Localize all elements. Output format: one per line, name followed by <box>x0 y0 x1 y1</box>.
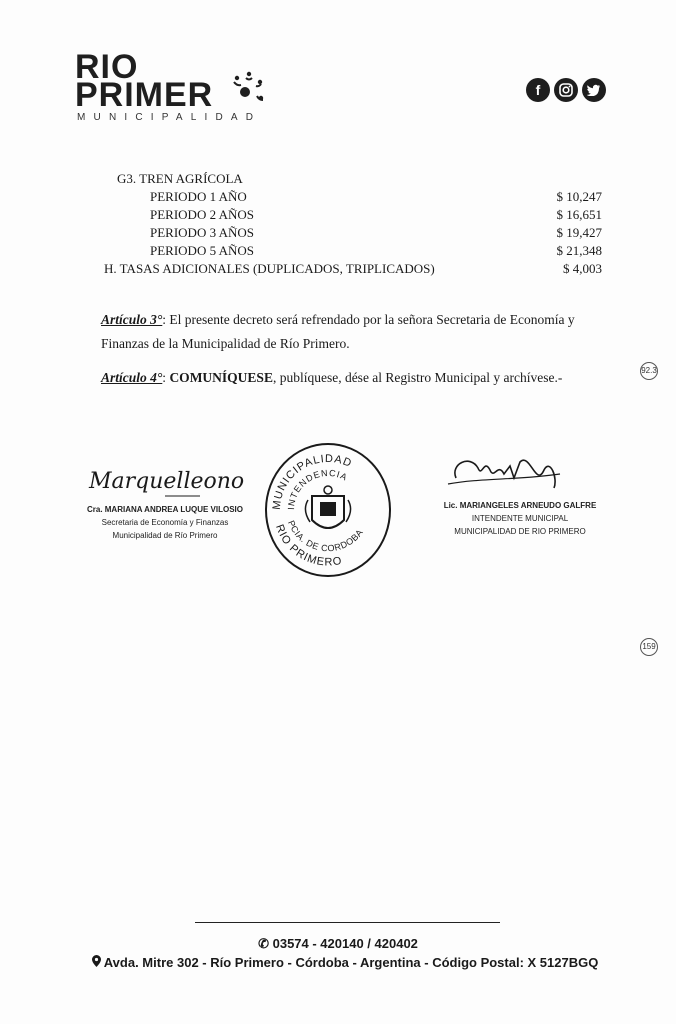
section-heading-g3: G3. TREN AGRÍCOLA <box>117 171 243 186</box>
handwritten-signature-right <box>440 448 600 494</box>
logo-line1: RIO <box>75 48 139 86</box>
article-4 <box>101 366 601 390</box>
signature-scrawl: Marquelleono <box>89 469 245 494</box>
signatory-org-right: MUNICIPALIDAD DE RIO PRIMERO <box>454 527 586 536</box>
handwritten-signature-left <box>85 458 245 498</box>
article-4-heading: Artículo 4° <box>101 370 163 385</box>
seal-text-middle: INTENDENCIA <box>285 467 350 511</box>
fee-label: PERIODO 3 AÑOS <box>150 225 255 240</box>
official-seal <box>262 440 394 580</box>
article-3 <box>101 308 601 356</box>
article-4-colon: : <box>162 370 170 385</box>
seal-text-bottom: PCIA. DE CORDOBA <box>286 518 366 554</box>
signature-block-left <box>85 458 245 542</box>
twitter-icon[interactable] <box>582 78 606 102</box>
footer-phone <box>0 936 676 952</box>
fee-amount-h: $ 4,003 <box>563 261 602 276</box>
logo-line2: PRIMER <box>75 76 214 114</box>
article-4-keyword: COMUNÍQUESE <box>169 370 273 385</box>
fee-label: PERIODO 1 AÑO <box>150 189 247 204</box>
signatory-title-right: INTENDENTE MUNICIPAL <box>471 514 569 523</box>
seal-text-top: MUNICIPALIDAD <box>270 452 354 511</box>
margin-annotation: 159 <box>640 638 658 656</box>
sun-people-icon <box>227 68 267 108</box>
article-3-heading: Artículo 3° <box>101 312 163 327</box>
fee-amount: $ 16,651 <box>556 207 602 222</box>
fee-amount: $ 10,247 <box>556 189 602 204</box>
footer-divider <box>195 922 500 923</box>
location-pin-icon <box>92 955 104 970</box>
article-3-text: : El presente decreto será refrendado por la señora Secretaria de Economía y Finanzas de la Municipalidad de Río Primero. <box>101 312 575 351</box>
article-4-text: , publíquese, dése al Registro Municipal y archívese.- <box>272 370 563 385</box>
fee-amount: $ 21,348 <box>556 243 602 258</box>
fee-label: PERIODO 5 AÑOS <box>150 243 255 258</box>
footer-phone-number: 03574 - 420140 / 420402 <box>272 936 418 951</box>
signatory-name-right: Lic. MARIANGELES ARNEUDO GALFRE <box>443 501 597 510</box>
footer-address-text: Avda. Mitre 302 - Río Primero - Córdoba - Argentina - Código Postal: X 5127BGQ <box>103 955 599 970</box>
margin-annotation: 92.3 <box>640 362 658 380</box>
instagram-icon[interactable] <box>554 78 578 102</box>
municipality-logo <box>75 50 275 130</box>
section-heading-h: H. TASAS ADICIONALES (DUPLICADOS, TRIPLICADOS) <box>104 261 435 276</box>
seal-text-town: RIO PRIMERO <box>273 522 344 569</box>
fee-amount: $ 19,427 <box>556 225 602 240</box>
signature-block-right <box>440 448 600 538</box>
logo-subtitle: MUNICIPALIDAD <box>77 112 262 123</box>
facebook-icon[interactable]: f <box>526 78 550 102</box>
signatory-name-left: Cra. MARIANA ANDREA LUQUE VILOSIO <box>86 505 243 514</box>
phone-icon: ✆ <box>258 936 269 951</box>
signatory-title-left: Secretaria de Economía y Finanzas <box>101 518 229 527</box>
footer-address <box>0 955 676 970</box>
fee-label: PERIODO 2 AÑOS <box>150 207 255 222</box>
social-icons <box>526 78 606 102</box>
signatory-org-left: Municipalidad de Río Primero <box>112 531 218 540</box>
